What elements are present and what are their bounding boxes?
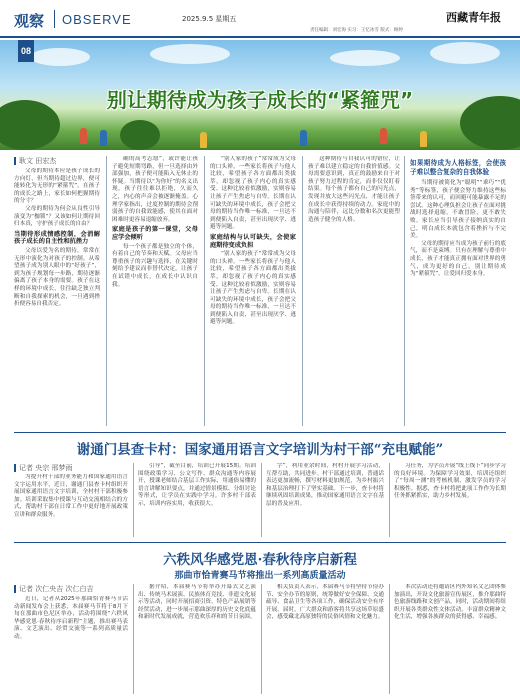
newspaper-logo: 西藏青年报	[446, 11, 501, 24]
article3-byline: 记者 次仁央吉 次仁白吉	[14, 584, 93, 594]
article1-subhead-4: 如果期待成为人格标签，会使孩子难以整合复杂的自我体验	[410, 159, 506, 176]
article1-column-1: 父母的期待本应是孩子成长的方向灯，但当期待超过边界，便可能转化为无形的“紧箍咒”。在孩子的成长之路上，家长如何把握期待的分寸？ 父母的期待为何会从良性引导演变为“枷锁”？又该如何让期待回归本真，守护孩子成长的自由？ 当期待形成情感控制，会消解孩子成长的自主性和抗挫力 父母以爱为名的期待，常常在无形中演化为对孩子的控制。从希望孩子成为别人眼中的“好孩子”，到为孩子规划每一步路，期待逐渐偏离了孩子本身的需要。孩子在这样的环境中成长，往往缺乏独立判断和自我探索的机会，一旦遇到挫折便容易自我否定。	[14, 168, 100, 308]
article2-column-3: 字”，利用业余时间，村村开展学习活动，互帮互助，共同进步。村干部通过培训，普通话表达更加流畅，撰写材料更加规范，为乡村振兴和基层治理打下了坚实基础。下一步，查卡村将继续巩固培训成果，推动国家通用语言文字在基层的普及应用。	[266, 463, 384, 507]
article3-column-4: 本次活动还将邀请区内外知名文艺团体参加演出，开设文化旅游宣传展区，推介那曲特色旅游线路和文创产品。同时，活动期间将组织开展各类群众性文体活动，丰富群众精神文化生活，增强各族群众的获得感、幸福感。	[394, 584, 506, 621]
article2-headline: 谢通门县查卡村：国家通用语言文字培训为村干部“充电赋能”	[76, 442, 444, 458]
article2-column-4: 习任务，为学员开展“线上线下”同步学习的良好环境。为保障学习效果，培训还组织了“每周一测”的考核机制，激发学员的学习积极性。据悉，查卡村将把此项工作作为长期任务抓紧抓实，助力乡村发展。	[394, 463, 506, 500]
article2-byline: 记者 央宗 邢梦雨	[14, 463, 72, 473]
article3-column-2: 据介绍，本届赛马节将举办开幕式文艺演出、传统马术展演、民族体育竞技、非遗文化展示等活动，同时开展招商引资、特色产品展销等经贸活动，进一步展示那曲深厚的历史文化底蕴和新时代发展成就，营造欢乐祥和的节日氛围。	[138, 584, 256, 621]
issue-date: 2025.9.5 星期五	[182, 15, 237, 23]
article3-column-1: 近日，记者从2025年那曲恰青赛马节活动新闻发布会上获悉，本届赛马节将于8月下旬在那曲市色尼区举办，活动将围绕“六秩风华感党恩·春秋待序启新程”主题，推出赛马表演、文艺演出、经贸交流等一系列高质量活动。	[14, 596, 128, 640]
article1-column-5: 如果期待成为人格标签，会使孩子难以整合复杂的自我体验 当期待被简化为“聪明”“乖巧”“优秀”等标签，孩子便会努力维持这些标签带来的认可，而回避可能暴露不足的尝试。这种心理负担会让孩子在面对挑战时选择退缩，不敢冒险，更不敢失败。家长应当引导孩子接纳真实的自己，明白成长本就包含着挫折与不完美。 父母的期待应当成为孩子前行的底气，而不是束缚。只有在理解与尊重中成长，孩子才能真正拥有面对世界的勇气，成为更好的自己。别让期待成为“紧箍咒”，让爱回归爱本身。	[410, 159, 506, 278]
article1-subhead-1: 当期待形成情感控制，会消解孩子成长的自主性和抗挫力	[14, 230, 100, 246]
article1-subhead-2: 家庭是孩子的第一课堂，父母应学会倾听	[112, 226, 198, 241]
article3-headline: 六秩风华感党恩·春秋待序启新程	[163, 552, 357, 568]
editor-credits: 责任编辑：刘宏海 实习：王忆冰雪 版式：顾婷	[310, 28, 403, 33]
article1-column-2: 确的高考志愿”，或许能让孩子避免短期弯路，但一旦选择由外部强加，孩子便可能陷入无休止的怀疑。当期待以“为你好”的名义出现，孩子往往难以拒绝，久而久之，内心的声音会被逐渐掩盖。心理学家指出，过度控制的期待会削弱孩子的自我效能感，使其在面对困难时更容易退缩放弃。 家庭是孩子的第一课堂，父母应学会倾听 每一个孩子都是独立的个体，有着自己的节奏和天赋。父母应当尊重孩子的兴趣与选择，在关键时刻给予建议而非替代决定，让孩子在试错中成长，在成长中认识自我。	[112, 156, 198, 288]
page-header	[0, 0, 520, 38]
hero-illustration	[0, 40, 520, 150]
article1-subhead-3: 家庭结构与认可缺失，会使家庭期待变成负担	[210, 233, 296, 249]
headline: 别让期待成为孩子成长的“紧箍咒”	[106, 88, 414, 112]
article1-byline: 耿文 田宏杰	[14, 156, 56, 166]
section-title-cn: 观察	[14, 12, 45, 30]
article2-column-1: 为提升村干部的业务能力和国家通用语言文字运用水平，近日，谢通门县查卡村组织开展国家通用语言文字培训，全村村干部积极参加。培训采取集中授课与互动交流相结合的方式，帮助村干部在日常工作中更好地开展政策宣讲和群众服务。	[14, 474, 128, 518]
article1-column-4: 这种期待与自我认可的错位，让孩子难以建立稳定的自我价值感。父母需要意识到，真正的鼓励来自于对孩子努力过程的肯定，而非仅仅盯着结果。每个孩子都有自己的闪光点，发现并放大这些闪光点，才能让孩子在成长中获得持续的动力。家庭中的沟通与陪伴，远比分数和名次更能塑造孩子健全的人格。	[308, 156, 400, 223]
article1-column-3: “别人家的孩子”常常成为父母的口头禅。一些家长将孩子与他人比较，希望孩子各方面都出类拔萃，却忽视了孩子内心的真实感受。这种比较看似激励，实则容易让孩子产生焦虑与自卑。长期在认可缺失的环境中成长，孩子会把父母的期待当作唯一标准，一旦达不到便陷入自责，甚至出现厌学、逃避等问题。 家庭结构与认可缺失，会使家庭期待变成负担 “别人家的孩子”常常成为父母的口头禅。一些家长将孩子与他人比较，希望孩子各方面都出类拔萃，却忽视了孩子内心的真实感受。这种比较看似激励，实则容易让孩子产生焦虑与自卑。长期在认可缺失的环境中成长，孩子会把父母的期待当作唯一标准，一旦达不到便陷入自责，甚至出现厌学、逃避等问题。	[210, 156, 296, 326]
section-title-en: OBSERVE	[62, 12, 132, 27]
article2-column-2: 引导”，截至目前，培训已开展15期。培训围绕政策学习、公文写作、群众沟通等内容展开，授课老师结合基层工作实际，用通俗易懂的语言讲解知识要点，并通过情景模拟、分组讨论等形式，让学员在实践中学习。许多村干部表示，培训内容实用，收获很大。	[138, 463, 256, 507]
header-divider	[54, 10, 55, 28]
article3-subheadline: 那曲市恰青赛马节将推出一系列高质量活动	[174, 571, 346, 581]
article3-column-3: 相关负责人表示，本届赛马节将坚持节俭办节、安全办节的原则，统筹做好安全保障、交通疏导、食品卫生等各项工作，确保活动安全有序开展。届时，广大群众和游客将共享这场草原盛会，感受藏北高原独特的民俗风情和文化魅力。	[266, 584, 384, 621]
page-number: 08	[18, 40, 34, 62]
